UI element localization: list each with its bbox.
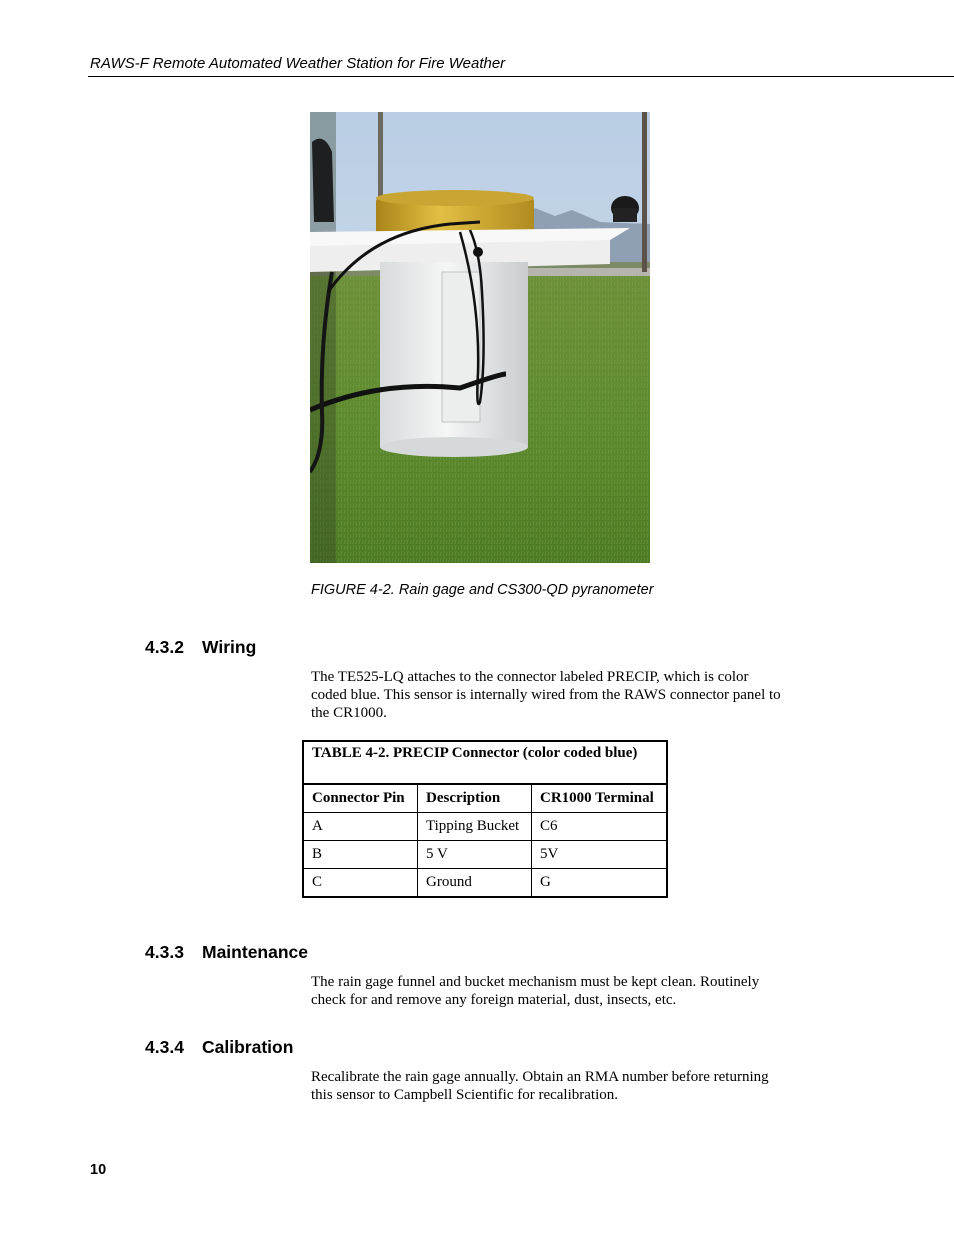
table-cell: 5 V — [418, 841, 532, 869]
table-cell: A — [303, 813, 418, 841]
section-title: Maintenance — [202, 942, 308, 962]
precip-connector-table — [302, 740, 668, 898]
section-heading-calibration — [145, 1037, 293, 1058]
running-header: RAWS-F Remote Automated Weather Station for Fire Weather — [90, 55, 506, 72]
table-cell: C — [303, 869, 418, 898]
table-row — [303, 841, 667, 869]
text-line: The TE525-LQ attaches to the connector labeled PRECIP, which is color — [311, 669, 749, 685]
table-cell: B — [303, 841, 418, 869]
text-line: Recalibrate the rain gage annually. Obtain an RMA number before returning — [311, 1069, 769, 1085]
section-number: 4.3.2 — [145, 637, 184, 657]
table-row — [303, 813, 667, 841]
page-number: 10 — [90, 1162, 107, 1178]
text-line: the CR1000. — [311, 705, 387, 721]
column-header: Connector Pin — [303, 784, 418, 813]
rain-gage-photo — [310, 112, 650, 563]
calibration-paragraph — [311, 1068, 811, 1104]
text-line: coded blue. This sensor is internally wired from the RAWS connector panel to — [311, 687, 781, 703]
section-heading-maintenance — [145, 942, 308, 963]
section-number: 4.3.3 — [145, 942, 184, 962]
table-cell: G — [532, 869, 668, 898]
section-number: 4.3.4 — [145, 1037, 184, 1057]
table-cell: C6 — [532, 813, 668, 841]
section-heading-wiring — [145, 637, 256, 658]
column-header: CR1000 Terminal — [532, 784, 668, 813]
wiring-paragraph — [311, 668, 811, 722]
header-rule — [88, 76, 954, 77]
table-caption: TABLE 4-2. PRECIP Connector (color coded blue) — [303, 741, 667, 784]
text-line: this sensor to Campbell Scientific for recalibration. — [311, 1087, 619, 1103]
section-title: Wiring — [202, 637, 257, 657]
table-cell: Ground — [418, 869, 532, 898]
text-line: check for and remove any foreign material, dust, insects, etc. — [311, 992, 677, 1008]
table-cell: 5V — [532, 841, 668, 869]
maintenance-paragraph — [311, 973, 811, 1009]
text-line: The rain gage funnel and bucket mechanism must be kept clean. Routinely — [311, 974, 760, 990]
table-row — [303, 869, 667, 898]
figure-caption: FIGURE 4-2. Rain gage and CS300-QD pyranometer — [311, 582, 654, 598]
section-title: Calibration — [202, 1037, 294, 1057]
column-header: Description — [418, 784, 532, 813]
table-cell: Tipping Bucket — [418, 813, 532, 841]
